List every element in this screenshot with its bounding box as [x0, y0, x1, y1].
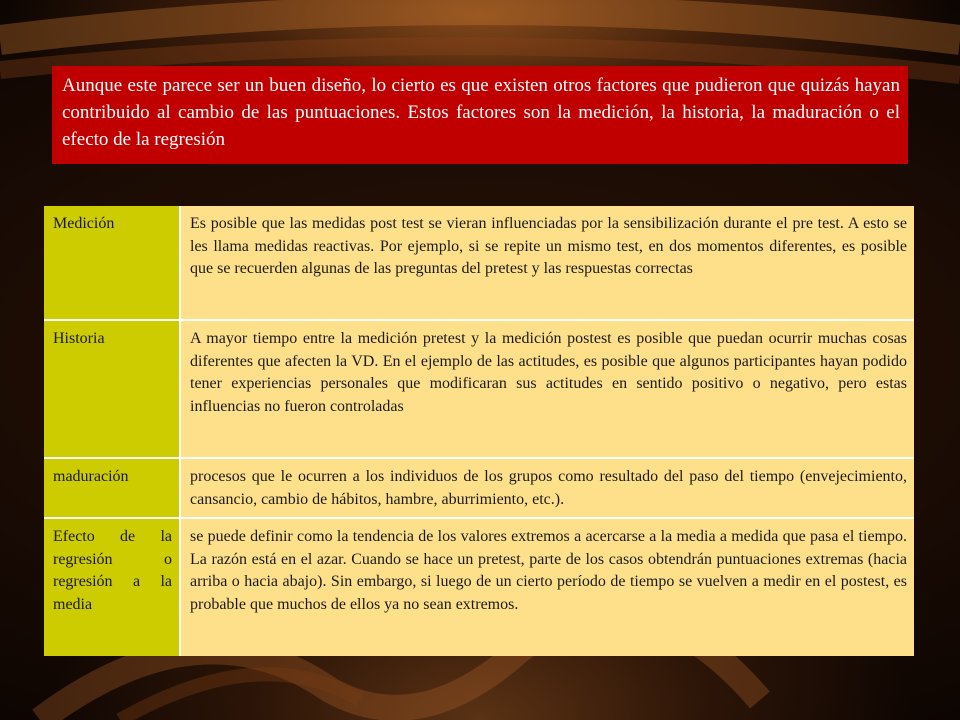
- table-row: [44, 518, 914, 656]
- factor-term: Medición: [44, 206, 180, 320]
- intro-callout-text: Aunque este parece ser un buen diseño, lo cierto es que existen otros factores que pudieron que quizás hayan contribuido al cambio de las puntuaciones. Estos factores son la medición, la historia, la maduración o el efecto de la regresión: [62, 75, 900, 150]
- factor-description: A mayor tiempo entre la medición pretest y la medición postest es posible que puedan ocurrir muchas cosas diferentes que afecten la VD. En el ejemplo de las actitudes, es posible que algunos participantes hayan podido tener experiencias personales que modificaran sus actitudes en sentido positivo o negativo, pero estas influencias no fueron controladas: [180, 320, 914, 458]
- intro-callout: [52, 66, 908, 164]
- table-row: [44, 320, 914, 458]
- factor-term: Historia: [44, 320, 180, 458]
- factors-table: [44, 206, 914, 656]
- factor-description: se puede definir como la tendencia de los valores extremos a acercarse a la media a medida que pasa el tiempo. La razón está en el azar. Cuando se hace un pretest, parte de los casos obtendrán puntuaciones extremas (hacia arriba o hacia abajo). Sin embargo, si luego de un cierto período de tiempo se vuelven a medir en el postest, es probable que muchos de ellos ya no sean extremos.: [180, 518, 914, 656]
- table-row: [44, 458, 914, 518]
- factor-term: maduración: [44, 458, 180, 518]
- table-row: [44, 206, 914, 320]
- factor-description: procesos que le ocurren a los individuos de los grupos como resultado del paso del tiempo (envejecimiento, cansancio, cambio de hábitos, hambre, aburrimiento, etc.).: [180, 458, 914, 518]
- factor-description: Es posible que las medidas post test se vieran influenciadas por la sensibilización durante el pre test. A esto se les llama medidas reactivas. Por ejemplo, si se repite un mismo test, en dos momentos diferentes, es posible que se recuerden algunas de las preguntas del pretest y las respuestas correctas: [180, 206, 914, 320]
- factor-term: Efecto de la regresión o regresión a la media: [44, 518, 180, 656]
